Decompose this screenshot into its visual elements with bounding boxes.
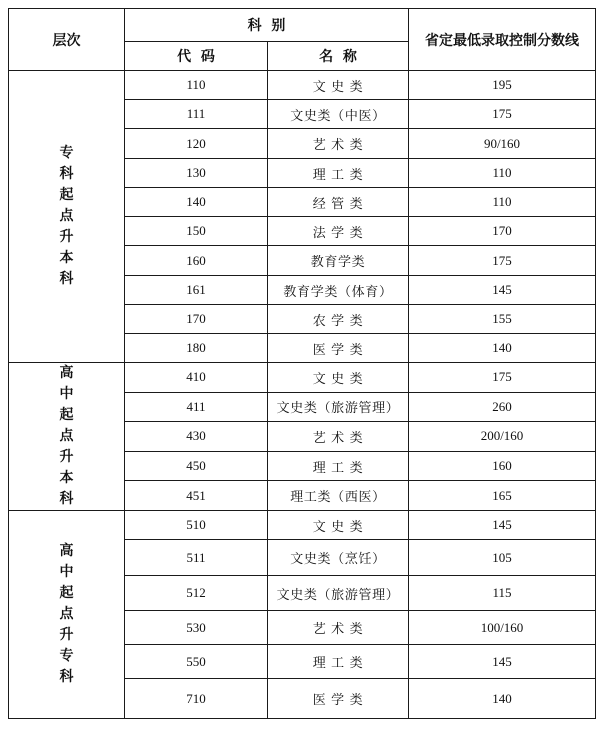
level-char: 本 [59, 250, 74, 266]
level-char: 升 [59, 627, 74, 643]
code-cell: 411 [125, 392, 268, 422]
name-cell: 艺 术 类 [268, 611, 409, 645]
name-cell: 文史类（旅游管理） [268, 392, 409, 422]
level-char: 中 [59, 386, 74, 402]
score-cell: 140 [409, 679, 596, 719]
score-cell: 140 [409, 334, 596, 363]
score-cell: 175 [409, 246, 596, 276]
code-cell: 410 [125, 363, 268, 393]
level-char: 起 [59, 407, 74, 423]
table-row [9, 71, 596, 100]
table-row [9, 363, 596, 393]
header-code: 代 码 [125, 42, 268, 71]
code-cell: 140 [125, 188, 268, 217]
level-char: 高 [59, 365, 74, 381]
level-char: 专 [59, 145, 74, 161]
level-char: 本 [59, 470, 74, 486]
score-cell: 105 [409, 540, 596, 576]
name-cell: 文史类（烹饪） [268, 540, 409, 576]
code-cell: 111 [125, 100, 268, 129]
code-cell: 430 [125, 422, 268, 452]
code-cell: 512 [125, 576, 268, 611]
level-char: 点 [59, 606, 74, 622]
name-cell: 文 史 类 [268, 363, 409, 393]
code-cell: 450 [125, 451, 268, 481]
level-cell [9, 363, 125, 511]
header-level: 层次 [9, 9, 125, 71]
score-cell: 90/160 [409, 129, 596, 159]
code-cell: 550 [125, 645, 268, 679]
score-cell: 145 [409, 645, 596, 679]
score-cell: 110 [409, 188, 596, 217]
score-cell: 110 [409, 159, 596, 188]
code-cell: 120 [125, 129, 268, 159]
name-cell: 理 工 类 [268, 159, 409, 188]
code-cell: 170 [125, 305, 268, 334]
score-cell: 170 [409, 217, 596, 246]
code-cell: 110 [125, 71, 268, 100]
level-char: 科 [59, 166, 74, 182]
name-cell: 艺 术 类 [268, 129, 409, 159]
name-cell: 经 管 类 [268, 188, 409, 217]
name-cell: 教育学类 [268, 246, 409, 276]
level-char: 中 [59, 564, 74, 580]
level-char: 科 [59, 491, 74, 507]
code-cell: 130 [125, 159, 268, 188]
name-cell: 理工类（西医） [268, 481, 409, 511]
header-score: 省定最低录取控制分数线 [409, 9, 596, 71]
name-cell: 文史类（旅游管理） [268, 576, 409, 611]
level-char: 升 [59, 229, 74, 245]
code-cell: 451 [125, 481, 268, 511]
code-cell: 710 [125, 679, 268, 719]
level-cell [9, 511, 125, 719]
score-cell: 175 [409, 363, 596, 393]
level-char: 科 [59, 669, 74, 685]
name-cell: 文史类（中医） [268, 100, 409, 129]
name-cell: 医 学 类 [268, 679, 409, 719]
score-cell: 145 [409, 276, 596, 305]
score-cell: 200/160 [409, 422, 596, 452]
score-cell: 260 [409, 392, 596, 422]
score-cell: 100/160 [409, 611, 596, 645]
score-cell: 155 [409, 305, 596, 334]
table-body [9, 71, 596, 719]
header-name: 名 称 [268, 42, 409, 71]
score-cell: 160 [409, 451, 596, 481]
code-cell: 161 [125, 276, 268, 305]
level-char: 科 [59, 271, 74, 287]
name-cell: 艺 术 类 [268, 422, 409, 452]
level-char: 起 [59, 585, 74, 601]
level-char: 起 [59, 187, 74, 203]
level-cell [9, 71, 125, 363]
score-cell: 145 [409, 511, 596, 540]
code-cell: 180 [125, 334, 268, 363]
code-cell: 510 [125, 511, 268, 540]
name-cell: 法 学 类 [268, 217, 409, 246]
code-cell: 530 [125, 611, 268, 645]
score-cell: 195 [409, 71, 596, 100]
name-cell: 文 史 类 [268, 71, 409, 100]
level-char: 高 [59, 543, 74, 559]
name-cell: 理 工 类 [268, 645, 409, 679]
code-cell: 150 [125, 217, 268, 246]
name-cell: 教育学类（体育） [268, 276, 409, 305]
header-subject: 科 别 [125, 9, 409, 42]
score-cell: 175 [409, 100, 596, 129]
name-cell: 理 工 类 [268, 451, 409, 481]
level-char: 点 [59, 208, 74, 224]
score-table [8, 8, 596, 719]
score-cell: 115 [409, 576, 596, 611]
code-cell: 160 [125, 246, 268, 276]
name-cell: 文 史 类 [268, 511, 409, 540]
code-cell: 511 [125, 540, 268, 576]
name-cell: 农 学 类 [268, 305, 409, 334]
level-char: 专 [59, 648, 74, 664]
level-char: 升 [59, 449, 74, 465]
table-row [9, 511, 596, 540]
name-cell: 医 学 类 [268, 334, 409, 363]
level-char: 点 [59, 428, 74, 444]
score-cell: 165 [409, 481, 596, 511]
